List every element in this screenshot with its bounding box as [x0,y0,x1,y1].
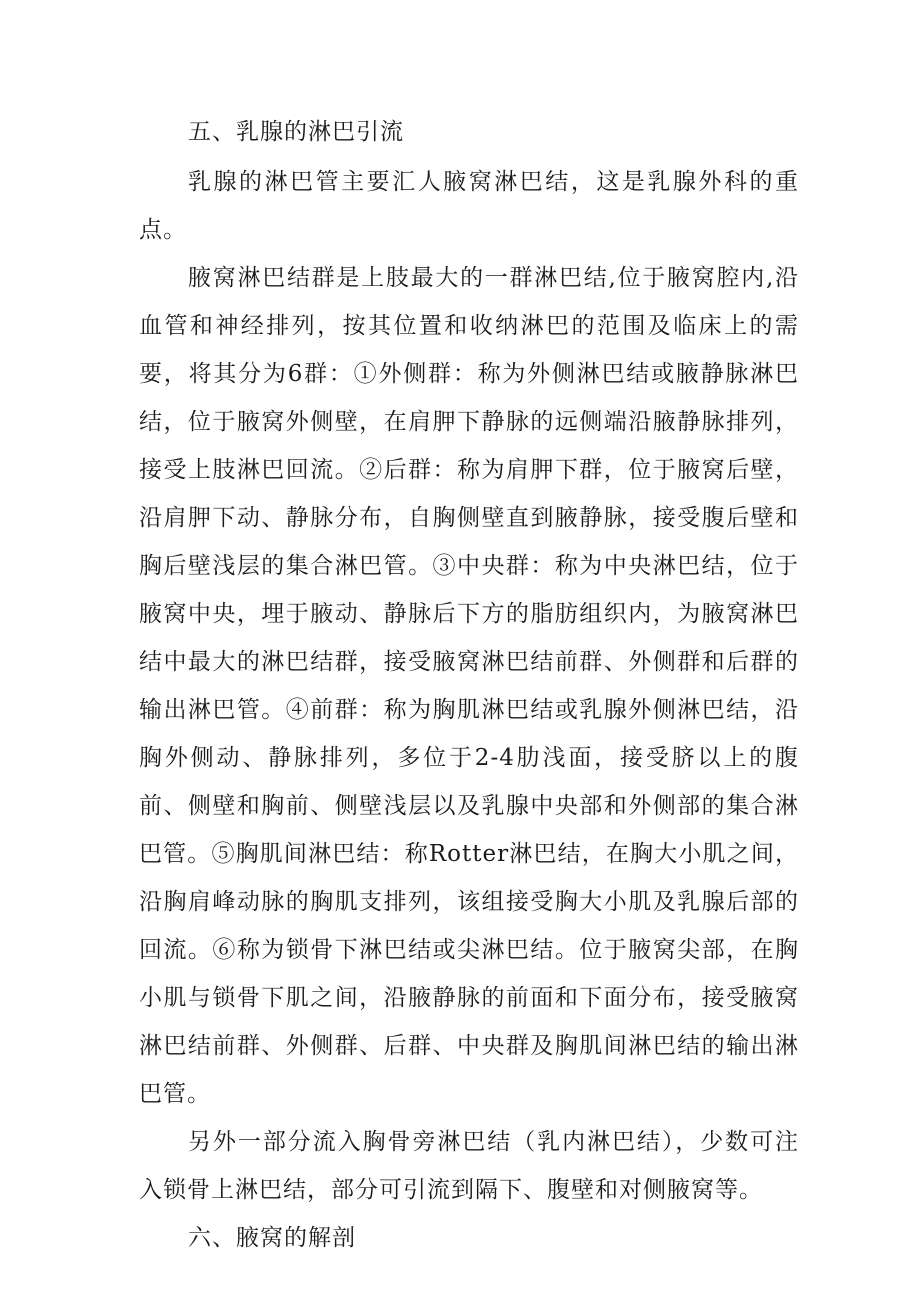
section-heading-5: 五、乳腺的淋巴引流 [188,119,404,145]
document-page [139,108,799,1262]
section-heading-6: 六、腋窝的解剖 [188,1225,356,1251]
paragraph-lymph-intro: 乳腺的淋巴管主要汇人腋窝淋巴结，这是乳腺外科的重点。 [139,169,799,243]
paragraph-axillary-groups: 腋窝淋巴结群是上肢最大的一群淋巴结,位于腋窝腔内,沿血管和神经排列，按其位置和收纳淋巴的范围及临床上的需要，将其分为6群：①外侧群：称为外侧淋巴结或腋静脉淋巴结，位于腋窝外侧壁，在肩胛下静脉的远侧端沿腋静脉排列，接受上肢淋巴回流。②后群：称为肩胛下群，位于腋窝后壁，沿肩胛下动、静脉分布，自胸侧壁直到腋静脉，接受腹后壁和胸后壁浅层的集合淋巴管。③中央群：称为中央淋巴结，位于腋窝中央，埋于腋动、静脉后下方的脂肪组织内，为腋窝淋巴结中最大的淋巴结群，接受腋窝淋巴结前群、外侧群和后群的输出淋巴管。④前群：称为胸肌淋巴结或乳腺外侧淋巴结，沿胸外侧动、静脉排列，多位于2-4肋浅面，接受脐以上的腹前、侧壁和胸前、侧壁浅层以及乳腺中央部和外侧部的集合淋巴管。⑤胸肌间淋巴结：称Rotter淋巴结，在胸大小肌之间，沿胸肩峰动脉的胸肌支排列，该组接受胸大小肌及乳腺后部的回流。⑥称为锁骨下淋巴结或尖淋巴结。位于腋窝尖部，在胸小肌与锁骨下肌之间，沿腋静脉的前面和下面分布，接受腋窝淋巴结前群、外侧群、后群、中央群及胸肌间淋巴结的输出淋巴管。 [139,265,799,1107]
paragraph-other-drainage: 另外一部分流入胸骨旁淋巴结（乳内淋巴结），少数可注入锁骨上淋巴结，部分可引流到隔下、腹壁和对侧腋窝等。 [139,1129,799,1203]
